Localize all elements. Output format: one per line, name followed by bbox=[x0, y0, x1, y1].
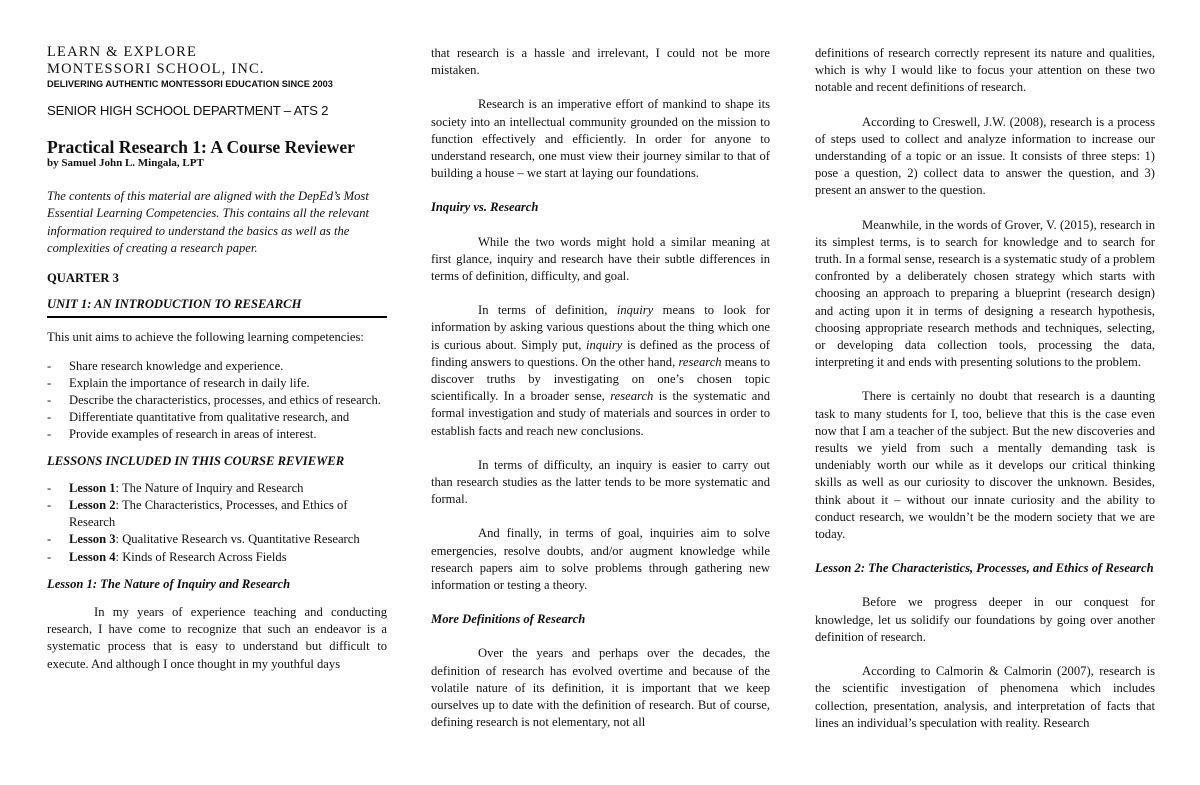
lesson-label: Lesson 2 bbox=[69, 498, 116, 513]
paragraph-difficulty: In terms of difficulty, an inquiry is easier to carry out than research studies as the latter tends to be more systematic and formal. bbox=[431, 457, 770, 507]
more-definitions-heading: More Definitions of Research bbox=[431, 612, 586, 627]
text-run: means to discover truths by investigating on one’s chosen topic scientifically. In a broader sense, bbox=[431, 354, 770, 404]
paragraph-imperative: Research is an imperative effort of mankind to shape its society into an intellectual community grounded on the mission to function effectively and efficiently. In order for anyone to understand research, one must view their journey similar to that of building a house – we start at laying our foundations. bbox=[431, 97, 770, 181]
emphasis-term: inquiry bbox=[586, 337, 623, 352]
paragraph-definition bbox=[431, 302, 770, 440]
lesson1-heading: Lesson 1: The Nature of Inquiry and Research bbox=[47, 576, 291, 591]
lesson-title: : The Characteristics, Processes, and Ethics of Research bbox=[69, 498, 348, 530]
list-item: - Differentiate quantitative from qualitative research, and bbox=[47, 409, 387, 426]
lessons-list bbox=[47, 480, 387, 566]
list-item: - Share research knowledge and experience. bbox=[47, 358, 387, 375]
paragraph-grover: Meanwhile, in the words of Grover, V. (2015), research in its simplest terms, is to search for knowledge and to search for truth. In a formal sense, research is a systematic study of a problem confronted by a deliberately chosen strategy which starts with choosing an approach to preparing a blueprint (research design) and acting upon it in terms of designing a research hypothesis, choosing appropriate research methods and techniques, selecting, or developing data collection tools, processing the data, interpreting it and ends with presenting solutions to the problem. bbox=[815, 217, 1155, 370]
list-item bbox=[47, 549, 387, 566]
text-run: means to look for information by asking various questions about the thing which one is curious about. Simply put, bbox=[431, 303, 771, 352]
text-run: is defined as the process of finding answers to questions. On the other hand, bbox=[431, 337, 770, 369]
lesson-label: Lesson 1 bbox=[69, 480, 116, 495]
list-item: - Explain the importance of research in daily life. bbox=[47, 375, 387, 392]
list-item bbox=[47, 497, 387, 531]
column-3 bbox=[815, 45, 1155, 732]
paragraph-goal: And finally, in terms of goal, inquiries aim to solve emergencies, resolve doubts, and/or augment knowledge while research papers aim to solve problems through gathering new information or testing a theory. bbox=[431, 526, 770, 593]
paragraph-before: Before we progress deeper in our conquest for knowledge, let us solidify our foundations by going over another definition of research. bbox=[815, 595, 1155, 644]
school-name-line1: LEARN & EXPLORE bbox=[47, 44, 198, 60]
emphasis-term: research bbox=[610, 389, 654, 404]
text-run: In terms of definition, bbox=[478, 303, 617, 318]
list-item bbox=[47, 480, 387, 497]
list-item: - Describe the characteristics, processes, and ethics of research. bbox=[47, 392, 387, 409]
column-2 bbox=[431, 45, 770, 732]
emphasis-term: research bbox=[678, 354, 722, 369]
document-author: by Samuel John L. Mingala, LPT bbox=[47, 157, 204, 170]
paragraph-calmorin: According to Calmorin & Calmorin (2007), research is the scientific investigation of phenomena which includes collection, presentation, analysis, and interpretation of facts that lines an individual’s speculation with reality. Research bbox=[815, 664, 1155, 730]
list-item bbox=[47, 531, 387, 548]
paragraph-similar-meaning: While the two words might hold a similar meaning at first glance, inquiry and research have their subtle differences in terms of definition, difficulty, and goal. bbox=[431, 234, 770, 284]
document-title: Practical Research 1: A Course Reviewer bbox=[47, 137, 355, 158]
department-heading: SENIOR HIGH SCHOOL DEPARTMENT – ATS 2 bbox=[47, 103, 329, 118]
unit-heading: UNIT 1: AN INTRODUCTION TO RESEARCH bbox=[47, 296, 387, 318]
paragraph-continued: definitions of research correctly represent its nature and qualities, which is why I would like to focus your attention on these two notable and recent definitions of research. bbox=[815, 46, 1155, 95]
lesson2-heading: Lesson 2: The Characteristics, Processes, and Ethics of Research bbox=[815, 561, 1154, 576]
school-tagline: DELIVERING AUTHENTIC MONTESSORI EDUCATION SINCE 2003 bbox=[47, 79, 333, 89]
lesson1-paragraph: In my years of experience teaching and conducting research, I have come to recognize that such an endeavor is a systematic process that is easy to understand but difficult to execute. And although I once thought in my youthful days bbox=[47, 605, 387, 671]
paragraph-over-the-years: Over the years and perhaps over the decades, the definition of research has evolved overtime and because of the volatile nature of its definition, it is important that we keep ourselves up to date with the definition of research. But of course, defining research is not elementary, not all bbox=[431, 646, 770, 730]
lessons-heading: LESSONS INCLUDED IN THIS COURSE REVIEWER bbox=[47, 453, 345, 468]
emphasis-term: inquiry bbox=[616, 303, 654, 318]
competencies-list bbox=[47, 358, 387, 444]
quarter-heading: QUARTER 3 bbox=[47, 271, 119, 286]
lesson-label: Lesson 3 bbox=[69, 532, 116, 547]
paragraph-daunting: There is certainly no doubt that research is a daunting task to many students for I, too, believe that this is the case even now that I am a teacher of the subject. But the new discoveries and results we yield from such a mentally demanding task is undeniably worth our while as it develops our critical thinking skills as well as our curiosity to discover the unknown. Besides, think about it – without our innate curiosity and the ability to conduct research, we wouldn’t be the modern society that we are today. bbox=[815, 389, 1155, 542]
paragraph-creswell: According to Creswell, J.W. (2008), research is a process of steps used to collect and analyze information to increase our understanding of a topic or an issue. It consists of three steps: 1) pose a question, 2) collect data to answer the question, and 3) present an answer to the question. bbox=[815, 114, 1155, 198]
lesson-title: : Kinds of Research Across Fields bbox=[115, 549, 287, 564]
inquiry-vs-research-heading: Inquiry vs. Research bbox=[431, 200, 539, 215]
unit-aim-text: This unit aims to achieve the following learning competencies: bbox=[47, 330, 364, 345]
text-run: is the systematic and formal investigation and study of materials and sources in order to establish facts and reach new conclusions. bbox=[431, 389, 770, 438]
paragraph-continued: that research is a hassle and irrelevant, I could not be more mistaken. bbox=[431, 46, 770, 78]
intro-paragraph: The contents of this material are aligned with the DepEd’s Most Essential Learning Competencies. This contains all the relevant information required to understand the basics as well as the complexities of creating a research paper. bbox=[47, 189, 370, 255]
list-item: - Provide examples of research in areas of interest. bbox=[47, 426, 387, 443]
lesson-title: : Qualitative Research vs. Quantitative Research bbox=[115, 532, 360, 547]
school-name-line2: MONTESSORI SCHOOL, INC. bbox=[47, 61, 265, 77]
column-1 bbox=[47, 44, 387, 673]
lesson-label: Lesson 4 bbox=[69, 549, 116, 564]
lesson-title: : The Nature of Inquiry and Research bbox=[115, 480, 304, 495]
